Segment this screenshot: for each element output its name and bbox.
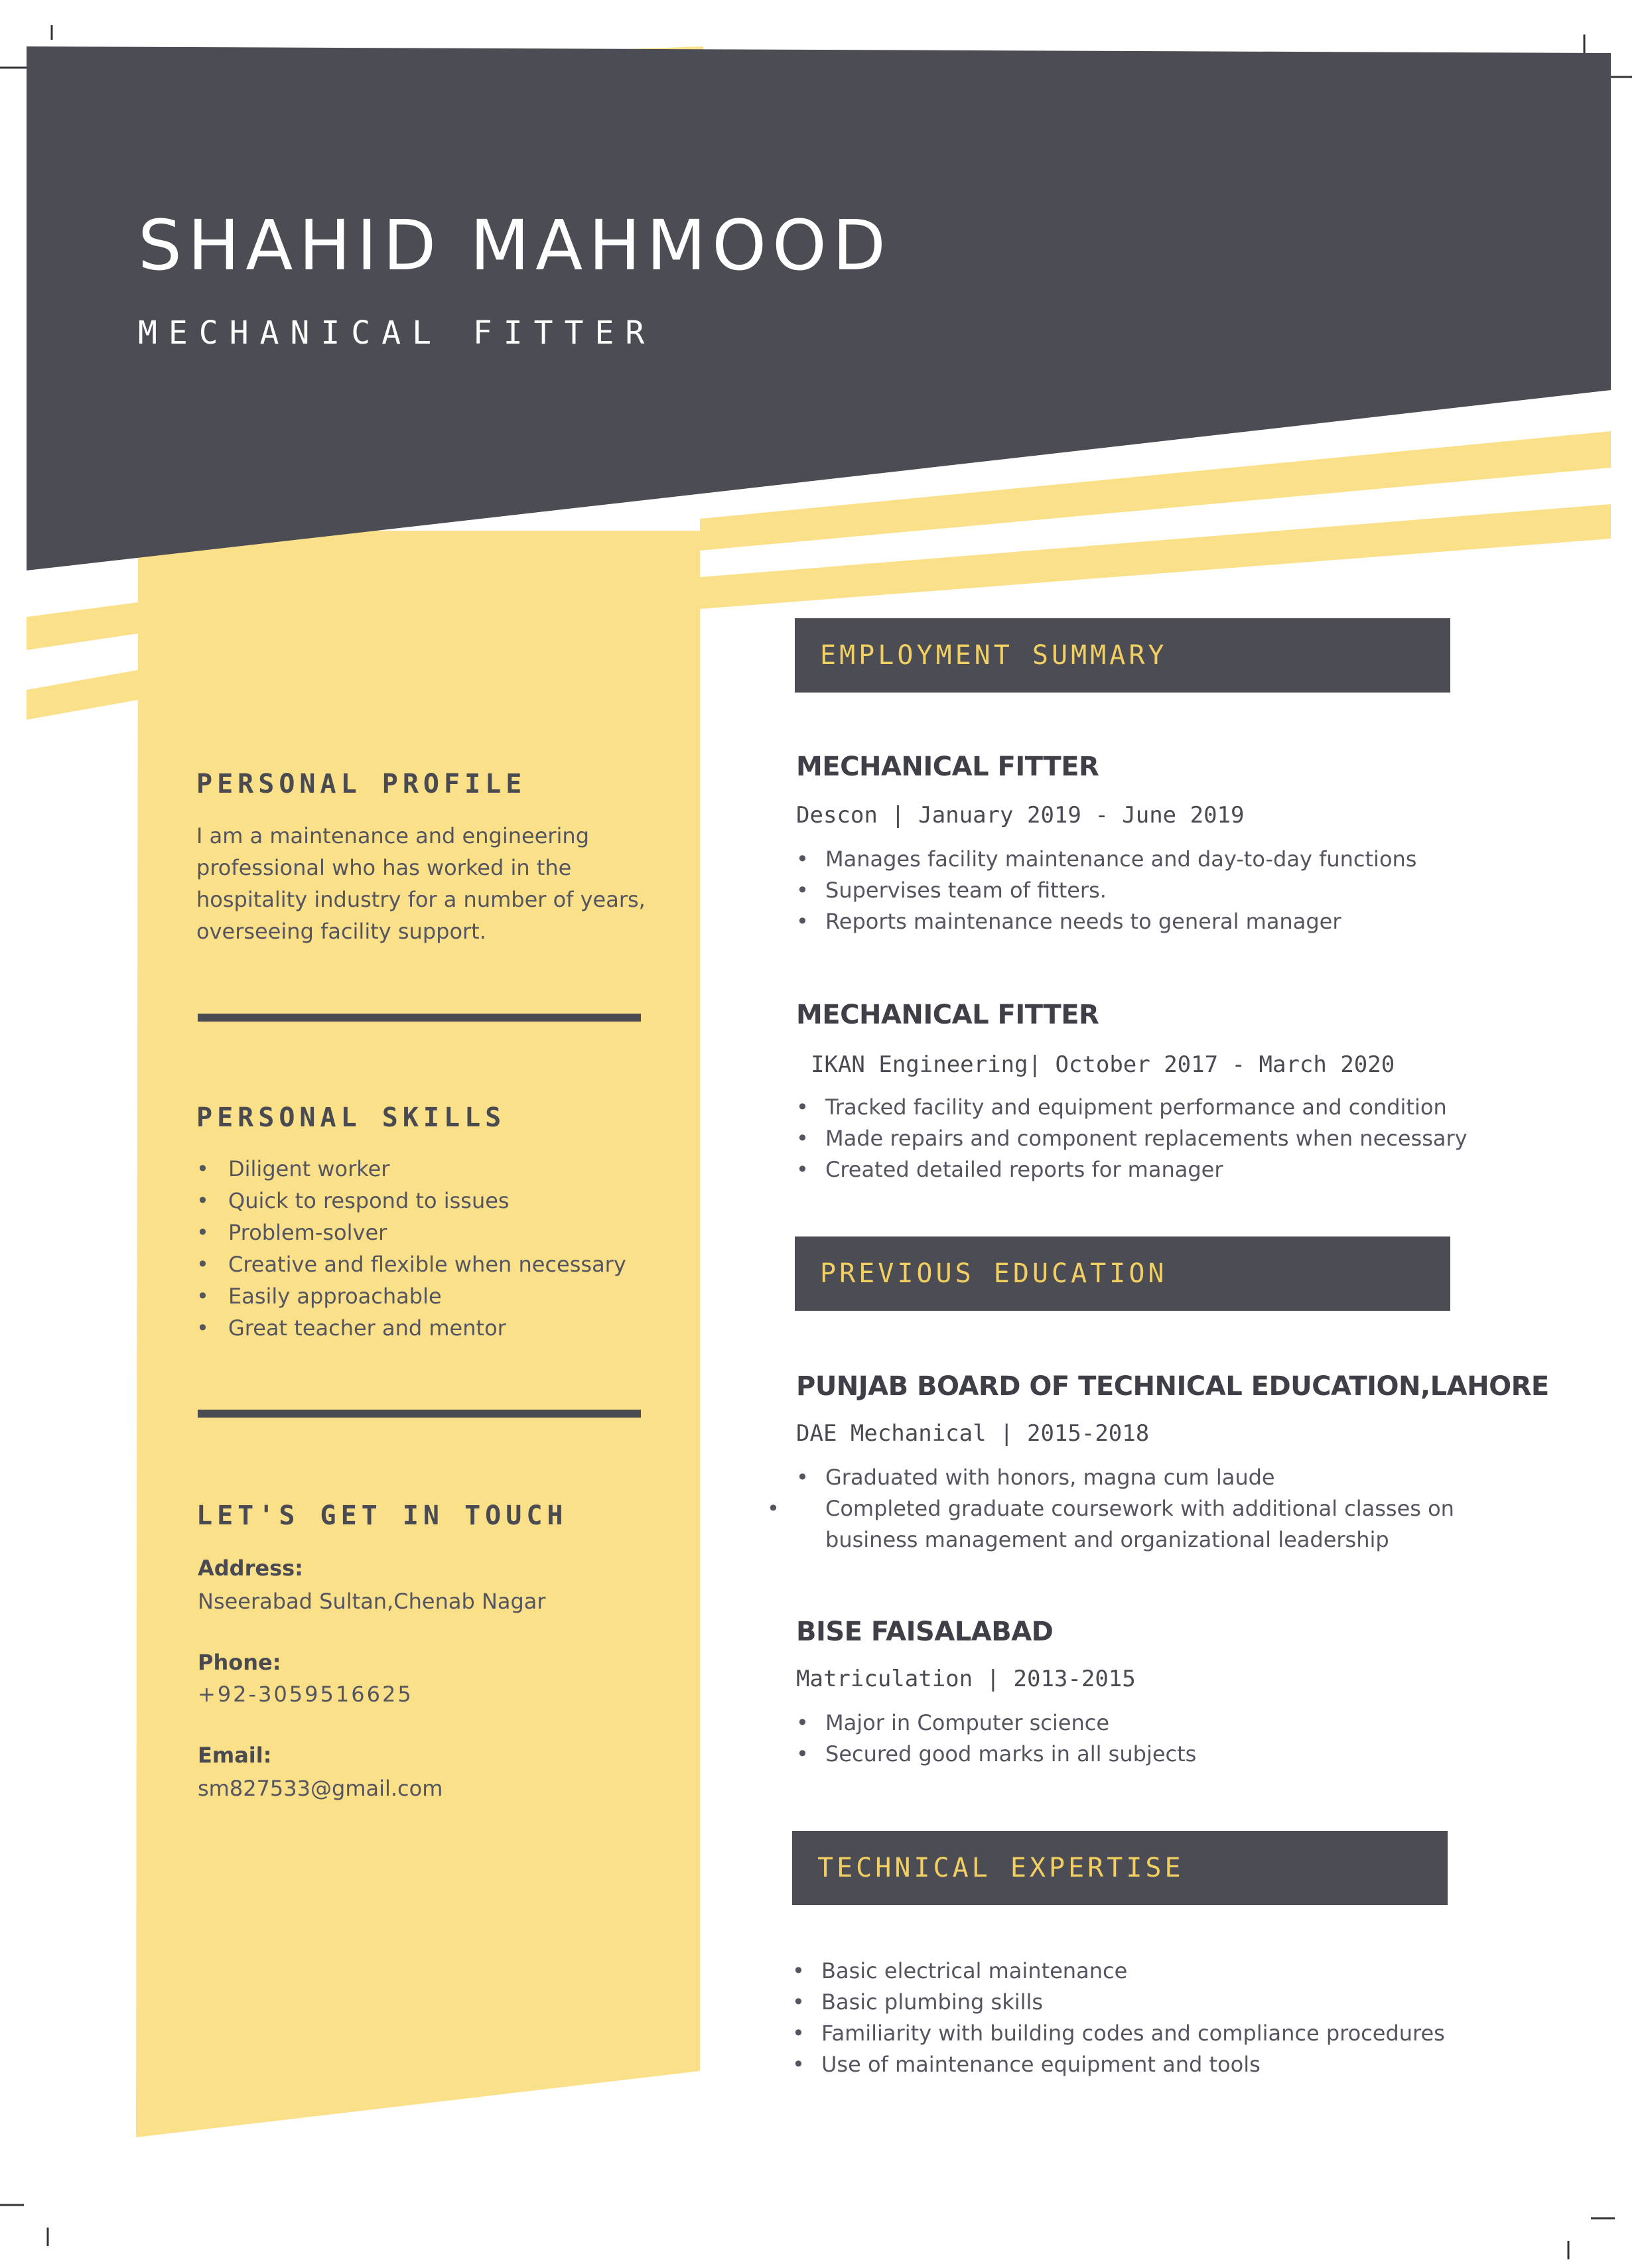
skills-list (196, 1153, 626, 1344)
skill-item: • Easily approachable (196, 1280, 626, 1312)
job-meta: IKAN Engineering| October 2017 - March 2020 (811, 1051, 1395, 1078)
email-label: Email: (198, 1743, 272, 1768)
school-title: BISE FAISALABAD (796, 1617, 1054, 1647)
header-band (27, 46, 1611, 570)
contact-heading: LET'S GET IN TOUCH (196, 1501, 568, 1531)
job-duties (796, 844, 1416, 937)
job-duties (796, 1092, 1468, 1185)
duty-item: • Reports maintenance needs to general manager (796, 909, 1341, 934)
expertise-item: • Familiarity with building codes and compliance procedures (792, 2021, 1445, 2046)
expertise-item: • Basic plumbing skills (792, 1989, 1044, 2015)
profile-line: hospitality industry for a number of years, (196, 887, 646, 912)
employment-heading: EMPLOYMENT SUMMARY (820, 640, 1168, 671)
left-stripe-2 (27, 670, 138, 720)
left-stripe-1 (27, 602, 138, 650)
school-meta: DAE Mechanical | 2015-2018 (796, 1420, 1150, 1447)
address-label: Address: (198, 1556, 303, 1581)
duty-item: • Created detailed reports for manager (796, 1157, 1223, 1182)
detail-item: • Secured good marks in all subjects (796, 1741, 1197, 1767)
school-title: PUNJAB BOARD OF TECHNICAL EDUCATION,LAHORE (796, 1371, 1549, 1402)
address-value: Nseerabad Sultan,Chenab Nagar (198, 1589, 546, 1614)
detail-item: • Graduated with honors, magna cum laude (796, 1465, 1275, 1490)
expertise-list (792, 1956, 1445, 2080)
expertise-heading-box (792, 1831, 1448, 1905)
skill-item: • Creative and flexible when necessary (196, 1248, 626, 1280)
phone-value: +92-3059516625 (198, 1682, 413, 1707)
expertise-item: • Basic electrical maintenance (792, 1958, 1128, 1983)
education-heading: PREVIOUS EDUCATION (820, 1258, 1168, 1289)
skill-item: • Diligent worker (196, 1153, 626, 1185)
profile-line: overseeing facility support. (196, 919, 486, 944)
duty-item: • Tracked facility and equipment performance and condition (796, 1095, 1447, 1120)
detail-item: • Completed graduate coursework with additional classes on business management and organizational leadership (767, 1496, 1454, 1552)
duty-item: • Supervises team of fitters. (796, 878, 1107, 903)
job-title: MECHANICAL FITTER (796, 1000, 1099, 1030)
school-meta: Matriculation | 2013-2015 (796, 1666, 1136, 1692)
expertise-item: • Use of maintenance equipment and tools (792, 2052, 1261, 2077)
employment-heading-box (795, 618, 1450, 693)
candidate-name: SHAHID MAHMOOD (138, 205, 892, 286)
expertise-heading: TECHNICAL EXPERTISE (817, 1853, 1184, 1883)
profile-heading: PERSONAL PROFILE (196, 769, 527, 799)
section-divider (198, 1014, 641, 1022)
school-details (796, 1707, 1196, 1770)
education-heading-box (795, 1236, 1450, 1311)
job-title: MECHANICAL FITTER (796, 752, 1099, 782)
skill-item: • Problem-solver (196, 1217, 626, 1248)
skill-item: • Quick to respond to issues (196, 1185, 626, 1217)
school-details (767, 1462, 1489, 1556)
skills-heading: PERSONAL SKILLS (196, 1102, 506, 1133)
profile-line: professional who has worked in the (196, 855, 572, 880)
phone-label: Phone: (198, 1650, 281, 1675)
section-divider (198, 1410, 641, 1418)
profile-line: I am a maintenance and engineering (196, 823, 589, 848)
profile-text (196, 820, 661, 947)
candidate-title: MECHANICAL FITTER (138, 314, 656, 352)
job-meta: Descon | January 2019 - June 2019 (796, 802, 1245, 829)
duty-item: • Manages facility maintenance and day-to-day functions (796, 846, 1417, 872)
duty-item: • Made repairs and component replacements when necessary (796, 1126, 1468, 1151)
detail-item: • Major in Computer science (796, 1710, 1110, 1735)
email-value: sm827533@gmail.com (198, 1776, 443, 1801)
skill-item: • Great teacher and mentor (196, 1312, 626, 1344)
